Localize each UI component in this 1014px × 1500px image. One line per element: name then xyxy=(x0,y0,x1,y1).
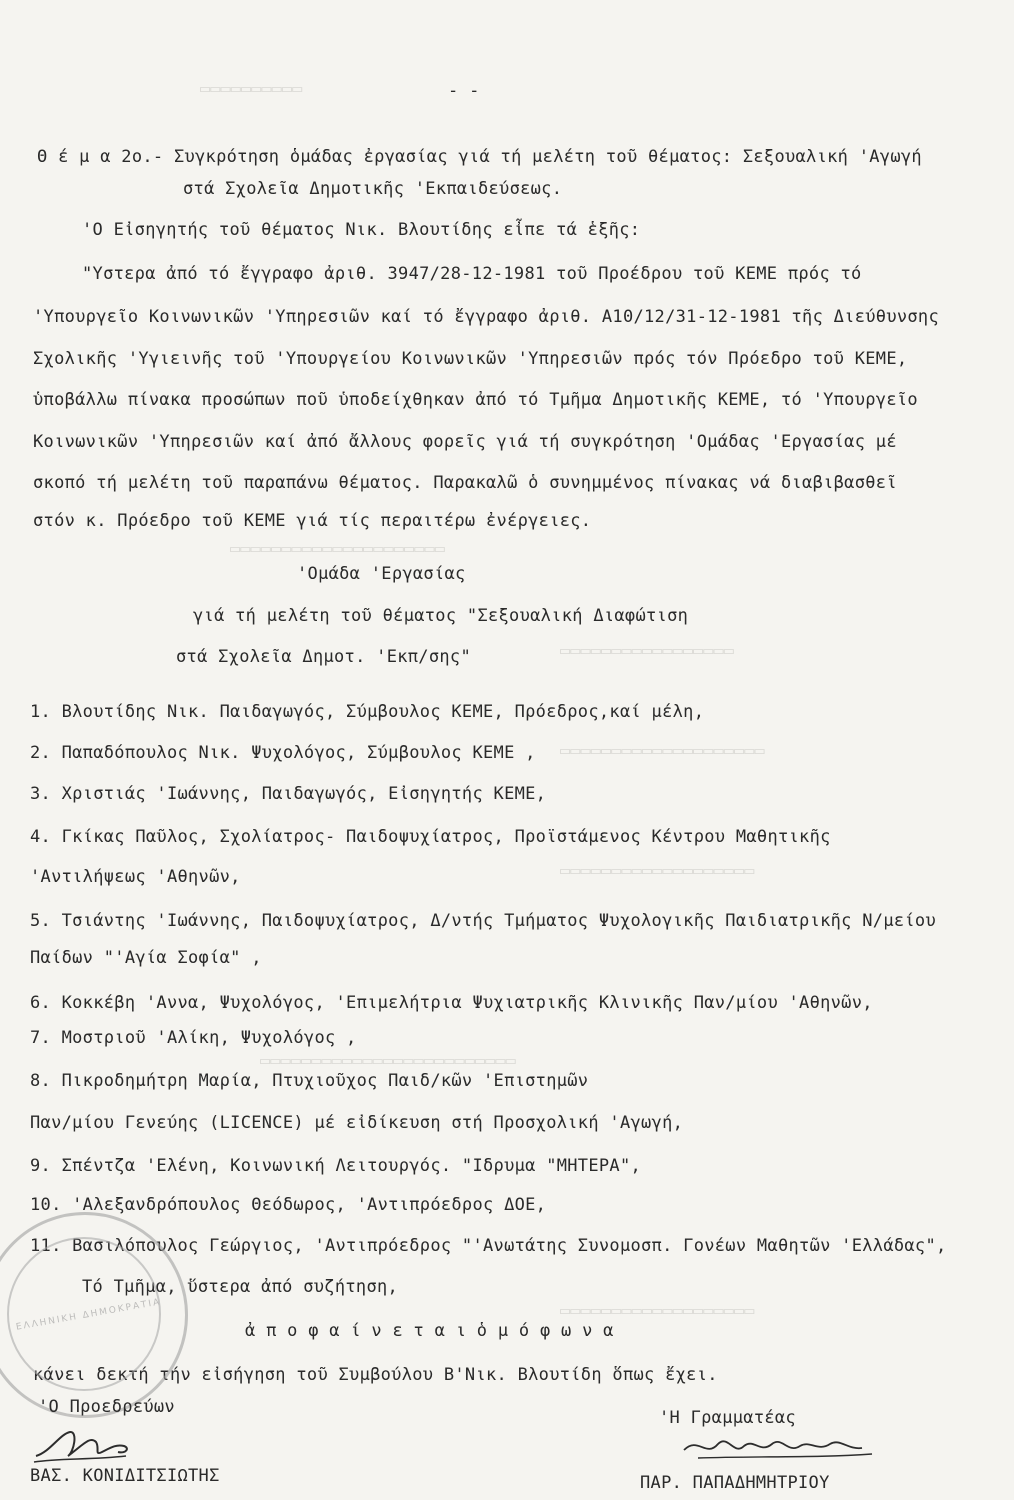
body-line: Κοινωνικῶν 'Υπηρεσιῶν καί ἀπό ἄλλους φορεῖς γιά τή συγκρότηση 'Ομάδας 'Εργασίας μέ xyxy=(33,432,897,452)
topic-line-1: Θ έ μ α 2ο.- Συγκρότηση ὁμάδας ἐργασίας γιά τή μελέτη τοῦ θέματος: Σεξουαλική 'Αγωγή xyxy=(37,147,922,167)
body-line: στόν κ. Πρόεδρο τοῦ ΚΕΜΕ γιά τίς περαιτέρω ἐνέργειες. xyxy=(33,511,592,531)
left-signatory-name: ΒΑΣ. ΚΟΝΙΔΙΤΣΙΩΤΗΣ xyxy=(30,1466,220,1486)
group-title: γιά τή μελέτη τοῦ θέματος "Σεξουαλική Διαφώτιση xyxy=(193,606,689,626)
decision-line-3: κάνει δεκτή τήν εἰσήγηση τοῦ Συμβούλου Β'Νικ. Βλουτίδη ὅπως ἔχει. xyxy=(33,1365,718,1385)
body-line: ὑποβάλλω πίνακα προσώπων ποῦ ὑποδείχθηκαν ἀπό τό Τμῆμα Δημοτικῆς ΚΕΜΕ, τό 'Υπουργεῖο xyxy=(33,390,918,410)
body-line: Σχολικῆς 'Υγιεινῆς τοῦ 'Υπουργείου Κοινωνικῶν 'Υπηρεσιῶν πρός τόν Πρόεδρο τοῦ ΚΕΜΕ, xyxy=(33,349,908,369)
member-item: 9. Σπέντζα 'Ελένη, Κοινωνική Λειτουργός. "Ιδρυμα "ΜΗΤΕΡΑ", xyxy=(30,1156,642,1176)
member-item: 5. Τσιάντης 'Ιωάννης, Παιδοψυχίατρος, Δ/ντής Τμήματος Ψυχολογικῆς Παιδιατρικῆς Ν/μείου xyxy=(30,911,936,931)
member-item: 11. Βασιλόπουλος Γεώργιος, 'Αντιπρόεδρος "'Ανωτάτης Συνομοσπ. Γονέων Μαθητῶν 'Ελλάδας", xyxy=(30,1236,947,1256)
member-item: 8. Πικροδημήτρη Μαρία, Πτυχιοῦχος Παιδ/κῶν 'Επιστημῶν xyxy=(30,1071,589,1091)
stamp-text: ΕΛΛΗΝΙΚΗ ΔΗΜΟΚΡΑΤΙΑ xyxy=(15,1297,163,1333)
right-signatory-name: ΠΑΡ. ΠΑΠΑΔΗΜΗΤΡΙΟΥ xyxy=(640,1473,830,1493)
bleed-through: ▭▭▭▭▭▭▭▭▭▭▭▭▭▭▭▭▭▭▭▭ xyxy=(560,741,765,761)
member-item: 1. Βλουτίδης Νικ. Παιδαγωγός, Σύμβουλος ΚΕΜΕ, Πρόεδρος,καί μέλη, xyxy=(30,702,705,722)
left-handwritten-signature xyxy=(30,1422,140,1468)
bleed-through: ▭▭▭▭▭▭▭▭▭▭▭▭▭▭▭▭▭ xyxy=(560,641,734,661)
member-item: 10. 'Αλεξανδρόπουλος Θεόδωρος, 'Αντιπρόεδρος ΔΟΕ, xyxy=(30,1195,547,1215)
group-title: στά Σχολεῖα Δημοτ. 'Εκπ/σης" xyxy=(176,647,471,667)
member-item: 'Αντιλήψεως 'Αθηνῶν, xyxy=(30,867,241,887)
decision-line-2: ἀ π ο φ α ί ν ε τ α ι ὁ μ ό φ ω ν α xyxy=(245,1321,614,1341)
right-handwritten-signature xyxy=(678,1428,878,1468)
member-item: 4. Γκίκας Παῦλος, Σχολίατρος- Παιδοψυχίατρος, Προϊστάμενος Κέντρου Μαθητικῆς xyxy=(30,827,831,847)
body-line: σκοπό τή μελέτη τοῦ παραπάνω θέματος. Παρακαλῶ ὁ συνημμένος πίνακας νά διαβιβασθεῖ xyxy=(33,473,897,493)
member-item: 3. Χριστιάς 'Ιωάννης, Παιδαγωγός, Εἰσηγητής ΚΕΜΕ, xyxy=(30,784,547,804)
bleed-through: ▭▭▭▭▭▭▭▭▭▭▭▭▭▭▭▭▭▭▭▭▭ xyxy=(230,539,445,559)
member-item: Παίδων "'Αγία Σοφία" , xyxy=(30,948,262,968)
member-item: Παν/μίου Γενεύης (LICENCE) μέ εἰδίκευση στή Προσχολική 'Αγωγή, xyxy=(30,1113,684,1133)
right-signatory-title: 'Η Γραμματέας xyxy=(659,1408,796,1428)
body-line: 'Υπουργεῖο Κοινωνικῶν 'Υπηρεσιῶν καί τό ἔγγραφο ἀριθ. Α10/12/31-12-1981 τῆς Διεύθυνσης xyxy=(33,307,939,327)
left-signatory-title: 'Ο Προεδρεύων xyxy=(38,1397,175,1417)
bleed-through: ▭▭▭▭▭▭▭▭▭▭ xyxy=(200,79,303,99)
member-item: 7. Μοστριοῦ 'Αλίκη, Ψυχολόγος , xyxy=(30,1028,357,1048)
topic-line-2: στά Σχολεῖα Δημοτικῆς 'Εκπαιδεύσεως. xyxy=(183,179,563,199)
bleed-through: ▭▭▭▭▭▭▭▭▭▭▭▭▭▭▭▭▭▭▭▭▭▭▭▭▭ xyxy=(260,1051,516,1071)
dash-mark: - - xyxy=(448,81,480,101)
group-title: 'Ομάδα 'Εργασίας xyxy=(297,564,466,584)
member-item: 2. Παπαδόπουλος Νικ. Ψυχολόγος, Σύμβουλος ΚΕΜΕ , xyxy=(30,743,536,763)
member-item: 6. Κοκκέβη 'Αννα, Ψυχολόγος, 'Επιμελήτρια Ψυχιατρικῆς Κλινικῆς Παν/μίου 'Αθηνῶν, xyxy=(30,993,873,1013)
bleed-through: ▭▭▭▭▭▭▭▭▭▭▭▭▭▭▭▭▭▭▭ xyxy=(560,861,755,881)
body-line: "Υστερα ἀπό τό ἔγγραφο ἀριθ. 3947/28-12-1981 τοῦ Προέδρου τοῦ ΚΕΜΕ πρός τό xyxy=(82,264,862,284)
decision-line-1: Τό Τμῆμα, ὕστερα ἀπό συζήτηση, xyxy=(82,1277,399,1297)
intro-line: 'Ο Εἰσηγητής τοῦ θέματος Νικ. Βλουτίδης εἶπε τά ἑξῆς: xyxy=(82,220,641,240)
bleed-through: ▭▭▭▭▭▭▭▭▭▭▭▭▭▭▭▭▭▭▭ xyxy=(560,1301,755,1321)
